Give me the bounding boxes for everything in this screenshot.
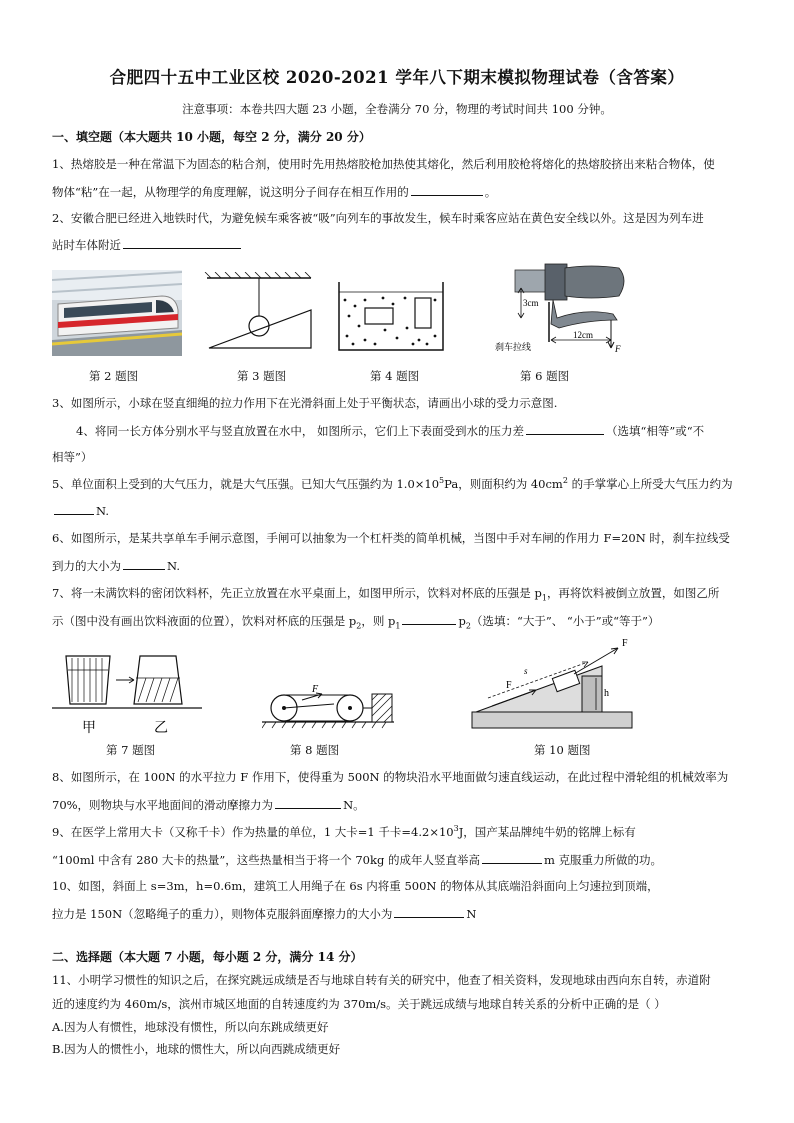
label-brake-cable: 刹车拉线 [495, 343, 532, 353]
question-7-text-b: ，再将饮料被倒立放置，如图乙所 [546, 586, 720, 600]
answer-blank [394, 905, 464, 918]
label-force-f: F [615, 344, 621, 354]
question-7-sub-2: 2 [356, 621, 362, 631]
question-7-text-a: 7、将一未满饮料的密闭饮料杯，先正立放置在水平桌面上，如图甲所示，饮料对杯底的压强是 p [52, 586, 542, 600]
question-1-text: 物体“粘”在一起，从物理学的角度理解，说这明分子间存在相互作用的 [52, 185, 409, 199]
caption-figure-2: 第 2 题图 [89, 369, 139, 383]
figure-7-drink-cups [52, 648, 210, 736]
caption-figure-10: 第 10 题图 [534, 743, 591, 757]
answer-blank [123, 557, 165, 570]
section-2-heading: 二、选择题（本大题 7 小题，每小题 2 分，满分 14 分） [52, 950, 363, 964]
figure-3-ball-on-incline [203, 272, 315, 352]
answer-blank [123, 236, 241, 249]
label-force-f8: F [312, 684, 319, 695]
question-4-line1 [76, 422, 776, 439]
question-7-options: （选填：“大于”、 “小于”或“等于”） [470, 614, 660, 628]
question-7-text-c: 示（图中没有画出饮料液面的位置），饮料对杯底的压强是 p [52, 614, 357, 628]
question-5-line2 [52, 502, 752, 518]
question-11-line2: 近的速度约为 460m/s，滨州市城区地面的自转速度约为 370m/s。关于跳远成绩与地球自转关系的分析中正确的是（ ） [52, 997, 666, 1011]
answer-blank [54, 502, 94, 515]
label-jia: 甲 [82, 720, 96, 736]
question-7-line1 [52, 585, 752, 602]
caption-figure-8: 第 8 题图 [290, 743, 340, 757]
label-12cm: 12cm [573, 330, 593, 340]
caption-figure-3: 第 3 题图 [237, 369, 287, 383]
label-force-f10-lower: F [506, 680, 512, 691]
question-4-line2: 相等”） [52, 450, 93, 464]
question-10-line1: 10、如图，斜面上 s=3m，h=0.6m，建筑工人用绳子在 6s 内将重 500N 的物体从其底端沿斜面向上匀速拉到顶端， [52, 879, 659, 893]
question-9-text-a: 9、在医学上常用大卡（又称千卡）作为热量的单位，1 大卡=1 千卡=4.2×10 [52, 825, 454, 839]
answer-blank [526, 422, 604, 435]
question-1-end: 。 [484, 185, 497, 199]
label-force-f10-upper: F [622, 638, 628, 649]
question-11-option-b: B.因为人的惯性小，地球的惯性大，所以向西跳成绩更好 [52, 1042, 341, 1056]
answer-blank [402, 612, 456, 625]
label-h: h [604, 688, 609, 699]
label-3cm: 3cm [523, 298, 539, 308]
answer-blank [275, 796, 341, 809]
figure-2-train-image [52, 270, 182, 356]
question-11-option-a: A.因为人有惯性，地球没有惯性，所以向东跳成绩更好 [52, 1020, 329, 1034]
question-6-line1: 6、如图所示，是某共享单车手闸示意图，手闸可以抽象为一个杠杆类的简单机械，当图中手对车闸的作用力 F=20N 时，刹车拉线受 [52, 531, 730, 545]
exam-notice: 注意事项：本卷共四大题 23 小题，全卷满分 70 分，物理的考试时间共 100 分钟。 [182, 102, 612, 116]
question-7-line2 [52, 612, 752, 630]
question-8-unit: N。 [343, 798, 365, 812]
question-8-line1: 8、如图所示，在 100N 的水平拉力 F 作用下，使得重为 500N 的物块沿水平地面做匀速直线运动，在此过程中滑轮组的机械效率为 [52, 770, 729, 784]
question-5-unit: N. [96, 504, 109, 518]
caption-figure-4: 第 4 题图 [370, 369, 420, 383]
question-5-text-a: 5、单位面积上受到的大气压力，就是大气压强。已知大气压强约为 1.0×10 [52, 477, 440, 491]
question-7-sub-p2: 2 [465, 621, 471, 631]
caption-figure-7: 第 7 题图 [106, 743, 156, 757]
figure-6-bike-brake-lever [495, 262, 635, 354]
question-8-text: 70%，则物块与水平地面间的滑动摩擦力为 [52, 798, 274, 812]
question-9-exponent: 3 [453, 824, 459, 834]
question-7-text-d: ，则 p [361, 614, 396, 628]
question-3: 3、如图所示，小球在竖直细绳的拉力作用下在光滑斜面上处于平衡状态，请画出小球的受力示意图. [52, 396, 558, 410]
question-6-text: 到力的大小为 [52, 559, 121, 573]
question-1-line2 [52, 183, 752, 200]
label-yi: 乙 [154, 720, 168, 736]
question-5-line1 [52, 476, 752, 492]
question-5-exponent: 5 [439, 476, 445, 486]
exam-title: 合肥四十五中工业区校 2020-2021 学年八下期末模拟物理试卷（含答案） [109, 68, 685, 87]
question-5-text-b: Pa，则面积约为 40cm [444, 477, 563, 491]
question-4-options: （选填“相等”或“不 [605, 424, 705, 438]
question-6-unit: N. [167, 559, 180, 573]
question-4-text: 4、将同一长方体分别水平与竖直放置在水中， 如图所示，它们上下表面受到水的压力差 [76, 424, 524, 438]
question-10-line2 [52, 905, 752, 922]
answer-blank [411, 183, 483, 196]
question-9-text-b: J，国产某品牌纯牛奶的铭牌上标有 [458, 825, 636, 839]
question-9-line2 [52, 851, 752, 868]
question-9-line1 [52, 824, 752, 840]
answer-blank [482, 851, 542, 864]
question-2-line1: 2、安徽合肥已经进入地铁时代，为避免候车乘客被“吸”向列车的事故发生，候车时乘客应站在黄色安全线以外。这是因为列车进 [52, 211, 704, 225]
question-10-unit: N [466, 907, 477, 921]
question-10-text: 拉力是 150N（忽略绳子的重力），则物体克服斜面摩擦力的大小为 [52, 907, 393, 921]
question-1-line1: 1、热熔胶是一种在常温下为固态的粘合剂，使用时先用热熔胶枪加热使其熔化，然后利用胶枪将熔化的热熔胶挤出来粘合物体，使 [52, 157, 715, 171]
question-5-text-c: 的手掌掌心上所受大气压力约为 [567, 477, 733, 491]
figure-4-blocks-in-water [335, 278, 447, 354]
caption-figure-6: 第 6 题图 [520, 369, 570, 383]
question-8-line2 [52, 796, 752, 813]
question-7-sub-p1: 1 [395, 621, 401, 631]
question-9-text: “100ml 中含有 280 大卡的热量”，这些热量相当于将一个 70kg 的成年人竖直举高 [52, 853, 480, 867]
question-6-line2 [52, 557, 752, 574]
question-5-area-exponent: 2 [562, 476, 568, 486]
question-7-text-e: p [458, 614, 466, 628]
section-1-heading: 一、填空题（本大题共 10 小题，每空 2 分，满分 20 分） [52, 130, 371, 144]
question-7-sub-1: 1 [541, 593, 547, 603]
figure-8-pulley-system [262, 680, 396, 730]
question-11-line1: 11、小明学习惯性的知识之后，在探究跳远成绩是否与地球自转有关的研究中，他查了相关资料，发现地球由西向东自转，赤道附 [52, 973, 711, 987]
label-s: s [524, 666, 528, 676]
question-9-end: m 克服重力所做的功。 [543, 853, 663, 867]
figure-10-inclined-plane [462, 634, 634, 734]
question-2-text: 站时车体附近 [52, 238, 121, 252]
question-2-line2 [52, 236, 752, 253]
